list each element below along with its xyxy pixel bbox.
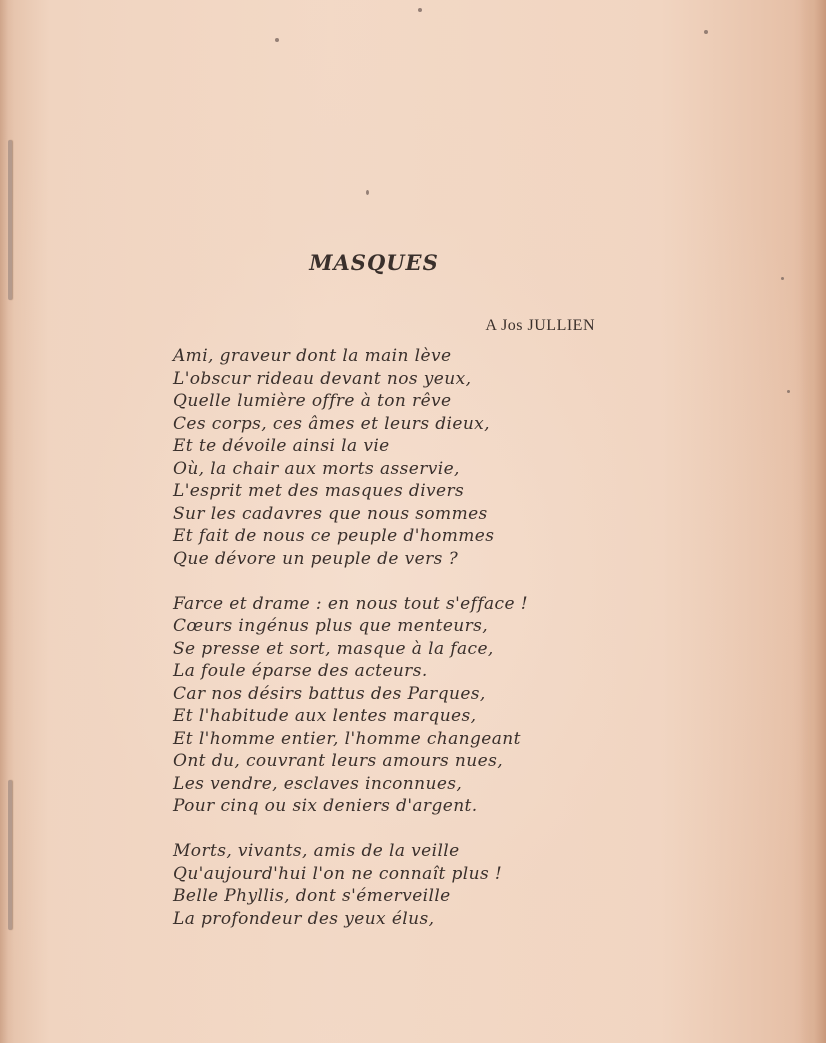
poem-line: Les vendre, esclaves inconnues, — [173, 773, 463, 794]
poem-line: Où, la chair aux morts asservie, — [173, 458, 460, 479]
poem-line: L'esprit met des masques divers — [173, 481, 465, 501]
poem-stanza — [173, 593, 593, 818]
binding-staple — [8, 780, 12, 930]
poem-title: MASQUES — [309, 250, 439, 275]
paper-speck — [704, 30, 708, 34]
poem-line: Ces corps, ces âmes et leurs dieux, — [173, 413, 490, 434]
paper-speck — [418, 8, 422, 12]
poem-line: Et fait de nous ce peuple d'hommes — [173, 526, 495, 546]
poem-line: La foule éparse des acteurs. — [173, 661, 428, 681]
poem-line: Sur les cadavres que nous sommes — [173, 503, 488, 524]
poem-line: Se presse et sort, masque à la face, — [173, 638, 494, 659]
poem-dedication: A Jos JULLIEN — [485, 317, 595, 334]
poem-line: Ont du, couvrant leurs amours nues, — [173, 751, 503, 771]
poem-line: Et te dévoile ainsi la vie — [173, 436, 390, 456]
poem-line: Ami, graveur dont la main lève — [173, 346, 452, 366]
poem-line: Car nos désirs battus des Parques, — [173, 683, 486, 704]
poem-line: Et l'habitude aux lentes marques, — [173, 706, 477, 726]
poem-line: Belle Phyllis, dont s'émerveille — [173, 886, 451, 906]
poem-line: Qu'aujourd'hui l'on ne connaît plus ! — [173, 863, 503, 884]
poem-body — [173, 345, 593, 953]
poem-line: Cœurs ingénus plus que menteurs, — [173, 616, 489, 636]
poem-stanza — [173, 345, 593, 570]
page-right-edge — [800, 0, 826, 1043]
poem-line: Pour cinq ou six deniers d'argent. — [173, 796, 478, 816]
poem-line: La profondeur des yeux élus, — [173, 908, 435, 929]
poem-line: Farce et drame : en nous tout s'efface ! — [173, 593, 528, 614]
poem-line: L'obscur rideau devant nos yeux, — [173, 368, 472, 389]
poem-line: Quelle lumière offre à ton rêve — [173, 391, 452, 411]
paper-speck — [275, 38, 279, 42]
poem-line: Et l'homme entier, l'homme changeant — [173, 728, 521, 749]
poem-line: Que dévore un peuple de vers ? — [173, 548, 459, 569]
paper-speck — [787, 390, 790, 393]
binding-staple — [8, 140, 12, 300]
poem-line: Morts, vivants, amis de la veille — [173, 841, 460, 861]
poem-stanza — [173, 840, 593, 930]
paper-speck — [781, 277, 784, 280]
paper-speck — [366, 190, 369, 195]
